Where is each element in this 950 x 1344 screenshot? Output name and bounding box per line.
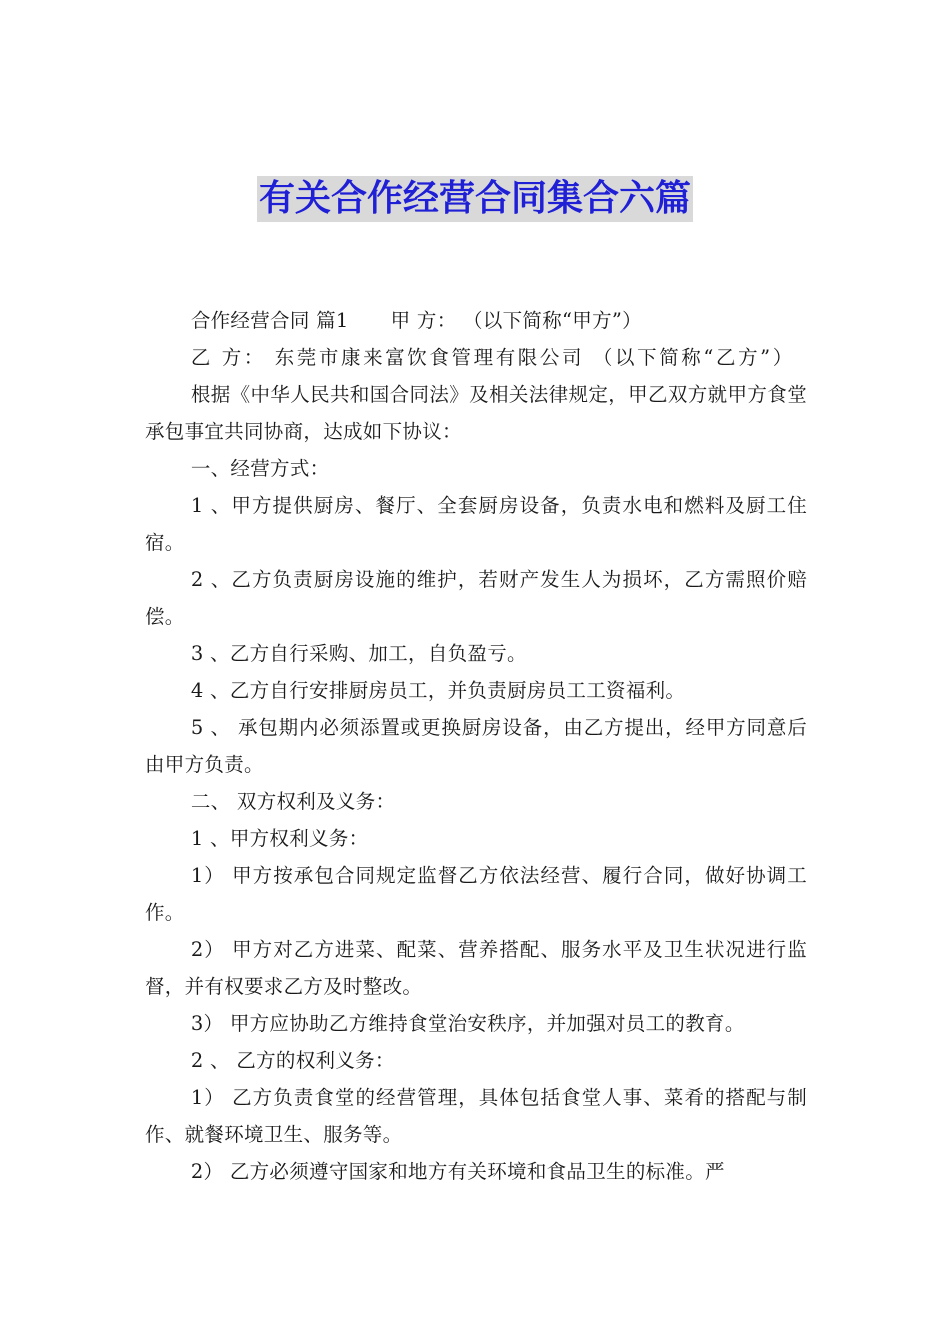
clause-paragraph: 4 、乙方自行安排厨房员工，并负责厨房员工工资福利。 [190, 679, 686, 702]
section-heading: 一、经营方式： [190, 457, 330, 480]
subsection-heading: 1 、甲方权利义务： [190, 827, 369, 850]
clause-paragraph: 1 、甲方提供厨房、餐厅、全套厨房设备，负责水电和燃料及厨工住宿。 [145, 494, 807, 554]
preamble-paragraph: 根据《中华人民共和国合同法》及相关法律规定，甲乙双方就甲方食堂承包事宜共同协商，达成如下协议： [145, 383, 807, 443]
title-container [0, 176, 950, 222]
party-b-paragraph: 乙 方： 东莞市康来富饮食管理有限公司 （以下简称“乙方”） [190, 346, 795, 369]
section-heading: 二、 双方权利及义务： [190, 790, 396, 813]
clause-paragraph: 2 、乙方负责厨房设施的维护，若财产发生人为损坏，乙方需照价赔偿。 [145, 568, 807, 628]
clause-paragraph: 5 、 承包期内必须添置或更换厨房设备，由乙方提出，经甲方同意后由甲方负责。 [145, 716, 807, 776]
document-title: 有关合作经营合同集合六篇 [257, 176, 693, 222]
clause-paragraph: 3） 甲方应协助乙方维持食堂治安秩序，并加强对员工的教育。 [190, 1012, 745, 1035]
clause-paragraph: 3 、乙方自行采购、加工，自负盈亏。 [190, 642, 527, 665]
document-body [145, 302, 807, 1190]
party-a-line: 甲 方： （以下简称“甲方”） [390, 309, 642, 332]
contract-heading: 合作经营合同 篇1 [190, 309, 349, 332]
clause-paragraph: 2） 乙方必须遵守国家和地方有关环境和食品卫生的标准。严 [190, 1160, 725, 1183]
subsection-heading: 2 、 乙方的权利义务： [190, 1049, 395, 1072]
clause-paragraph: 2） 甲方对乙方进菜、配菜、营养搭配、服务水平及卫生状况进行监督，并有权要求乙方及时整改。 [145, 938, 807, 998]
contract-heading-line [145, 302, 807, 339]
clause-paragraph: 1） 甲方按承包合同规定监督乙方依法经营、履行合同，做好协调工作。 [145, 864, 807, 924]
clause-paragraph: 1） 乙方负责食堂的经营管理，具体包括食堂人事、菜肴的搭配与制作、就餐环境卫生、服务等。 [145, 1086, 807, 1146]
